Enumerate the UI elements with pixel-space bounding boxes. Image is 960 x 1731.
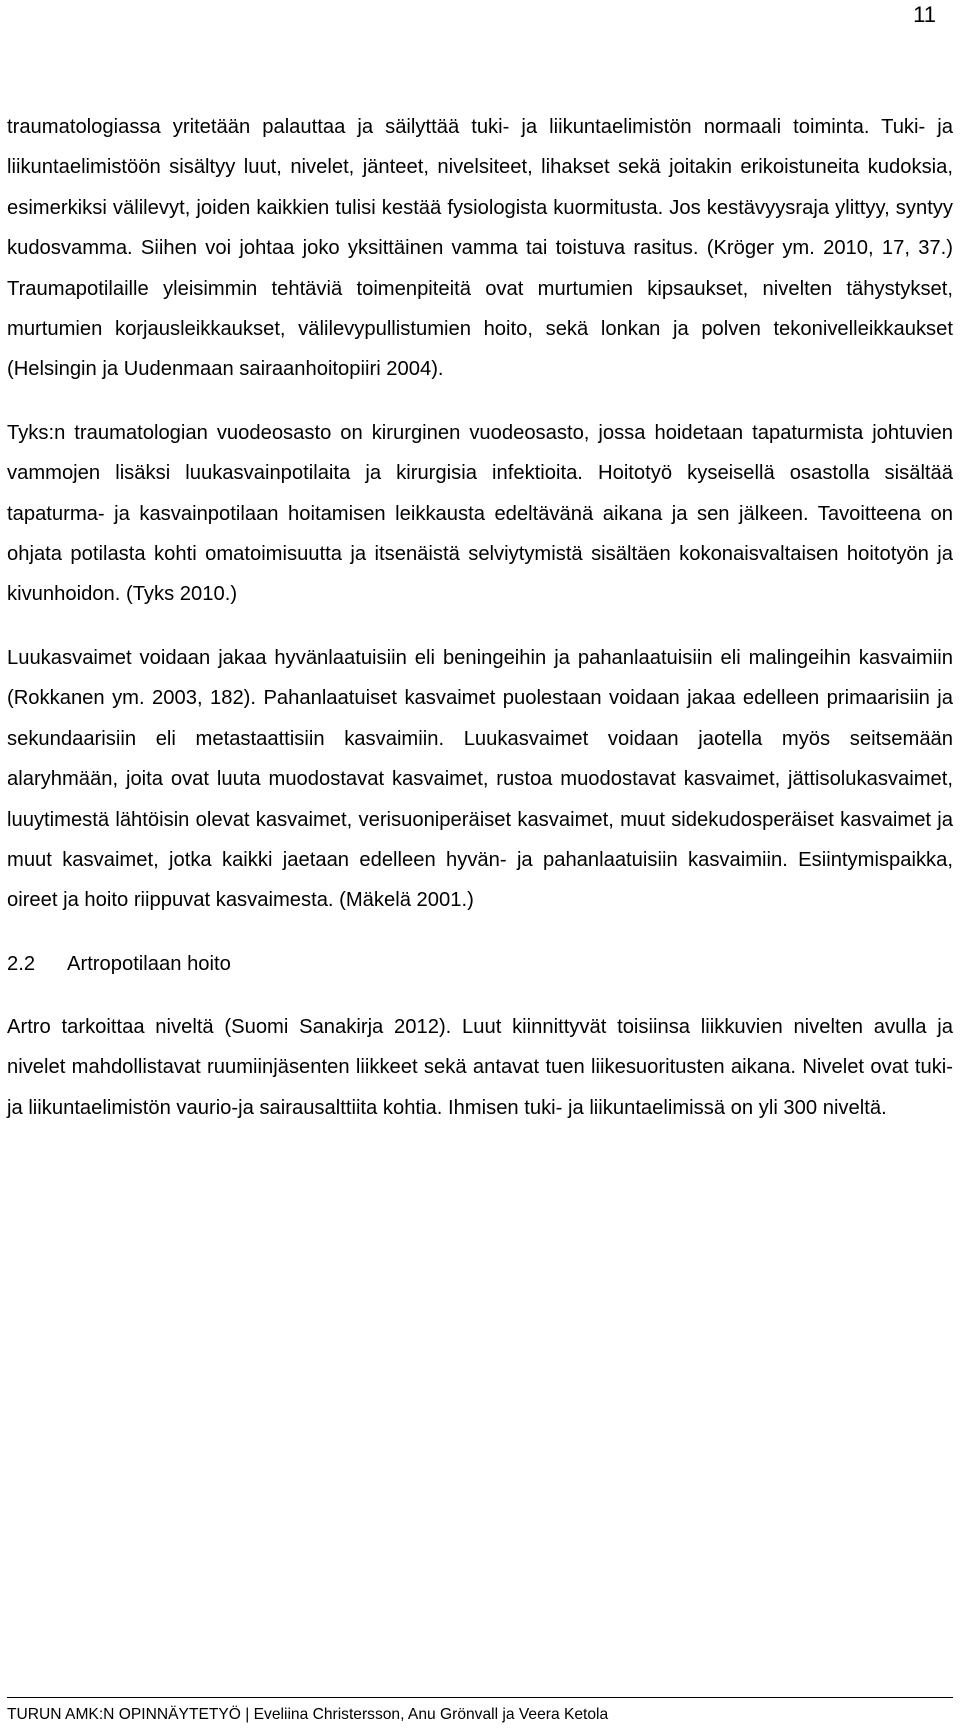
paragraph-ward: Tyks:n traumatologian vuodeosasto on kirurginen vuodeosasto, jossa hoidetaan tapaturmista johtuvien vammojen lisäksi luukasvainpotilaita ja kirurgisia infektioita. Hoitotyö kyseisellä osastolla sisältää tapaturma- ja kasvainpotilaan hoitamisen leikkausta edeltävänä aikana ja sen jälkeen. Tavoitteena on ohjata potilasta kohti omatoimisuutta ja itsenäistä selviytymistä sisältäen kokonaisvaltaisen hoitotyön ja kivunhoidon. (Tyks 2010.) <box>7 421 953 606</box>
paragraph-bone-tumors: Luukasvaimet voidaan jakaa hyvänlaatuisiin eli beningeihin ja pahanlaatuisiin eli malingeihin kasvaimiin (Rokkanen ym. 2003, 182). Pahanlaatuiset kasvaimet puolestaan voidaan jakaa edelleen primaarisiin ja sekundaarisiin eli metastaattisiin kasvaimiin. Luukasvaimet voidaan jaotella myös seitsemään alaryhmään, joita ovat luuta muodostavat kasvaimet, rustoa muodostavat kasvaimet, jättisolukasvaimet, luuytimestä lähtöisin olevat kasvaimet, verisuoniperäiset kasvaimet, muut sidekudosperäiset kasvaimet ja muut kasvaimet, jotka kaikki jaetaan edelleen hyvän- ja pahanlaatuisiin kasvaimiin. Esiintymispaikka, oireet ja hoito riippuvat kasvaimesta. (Mäkelä 2001.) <box>7 646 953 912</box>
section-title: Artropotilaan hoito <box>67 952 231 975</box>
section-heading <box>7 944 953 984</box>
page-number: 11 <box>913 2 936 27</box>
section-number: 2.2 <box>7 952 36 975</box>
paragraph-artro: Artro tarkoittaa niveltä (Suomi Sanakirja 2012). Luut kiinnittyvät toisiinsa liikkuvien nivelten avulla ja nivelet mahdollistavat ruumiinjäsenten liikkeet sekä antavat tuen liikesuoritusten aikana. Nivelet ovat tuki- ja liikuntaelimistön vaurio-ja sairausalttiita kohtia. Ihmisen tuki- ja liikuntaelimissä on yli 300 niveltä. <box>7 1015 953 1119</box>
page-footer: TURUN AMK:N OPINNÄYTETYÖ | Eveliina Christersson, Anu Grönvall ja Veera Ketola <box>7 1697 953 1731</box>
paragraph-traumatology: traumatologiassa yritetään palauttaa ja säilyttää tuki- ja liikuntaelimistön normaali toiminta. Tuki- ja liikuntaelimistöön sisältyy luut, nivelet, jänteet, nivelsiteet, lihakset sekä joitakin erikoistuneita kudoksia, esimerkiksi välilevyt, joiden kaikkien tulisi kestää fysiologista kuormitusta. Jos kestävyysraja ylittyy, syntyy kudosvamma. Siihen voi johtaa joko yksittäinen vamma tai toistuva rasitus. (Kröger ym. 2010, 17, 37.) Traumapotilaille yleisimmin tehtäviä toimenpiteitä ovat murtumien kipsaukset, nivelten tähystykset, murtumien korjausleikkaukset, välilevypullistumien hoito, sekä lonkan ja polven tekonivelleikkaukset (Helsingin ja Uudenmaan sairaanhoitopiiri 2004). <box>7 116 953 381</box>
document-body <box>7 107 953 1128</box>
